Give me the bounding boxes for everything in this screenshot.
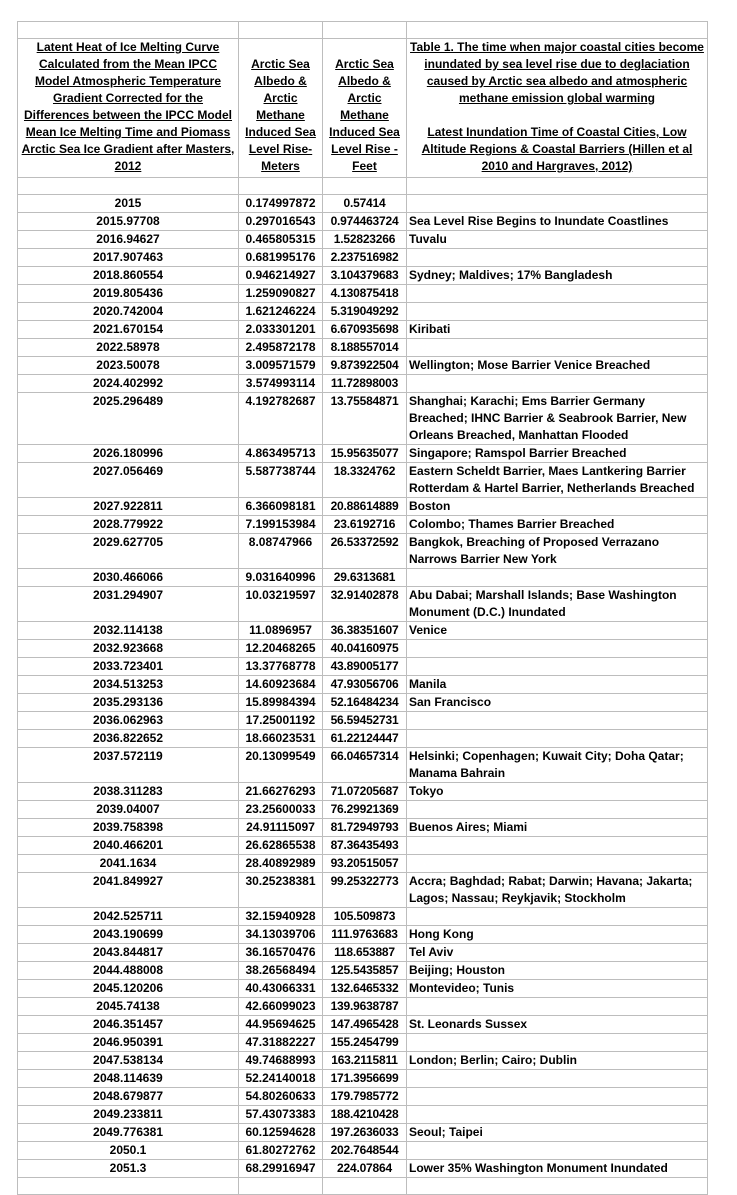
table-row <box>18 783 708 801</box>
year-cell: 2019.805436 <box>18 285 239 303</box>
table-row <box>18 622 708 640</box>
feet-cell: 40.04160975 <box>323 640 407 658</box>
table-row <box>18 375 708 393</box>
table-row <box>18 730 708 748</box>
feet-cell: 139.9638787 <box>323 998 407 1016</box>
meters-cell: 57.43073383 <box>239 1106 323 1124</box>
meters-cell: 47.31882227 <box>239 1034 323 1052</box>
spacer-row <box>18 178 708 195</box>
feet-cell: 93.20515057 <box>323 855 407 873</box>
header-inundation <box>407 39 708 178</box>
meters-cell: 12.20468265 <box>239 640 323 658</box>
meters-cell: 23.25600033 <box>239 801 323 819</box>
feet-cell: 61.22124447 <box>323 730 407 748</box>
feet-cell: 18.3324762 <box>323 463 407 498</box>
meters-cell: 40.43066331 <box>239 980 323 998</box>
table-row <box>18 837 708 855</box>
places-cell <box>407 730 708 748</box>
feet-cell: 155.2454799 <box>323 1034 407 1052</box>
table-row <box>18 339 708 357</box>
places-cell <box>407 1070 708 1088</box>
table-row <box>18 195 708 213</box>
table-row <box>18 998 708 1016</box>
places-cell: Sydney; Maldives; 17% Bangladesh <box>407 267 708 285</box>
inundation-subtitle: Latest Inundation Time of Coastal Cities, Low Altitude Regions & Coastal Barriers (Hillen et al 2010 and Hargraves, 2012) <box>421 125 693 173</box>
table-row <box>18 534 708 569</box>
year-cell: 2016.94627 <box>18 231 239 249</box>
places-cell <box>407 375 708 393</box>
places-cell <box>407 249 708 267</box>
year-cell: 2034.513253 <box>18 676 239 694</box>
table-row <box>18 658 708 676</box>
feet-cell: 47.93056706 <box>323 676 407 694</box>
feet-cell: 4.130875418 <box>323 285 407 303</box>
year-cell: 2038.311283 <box>18 783 239 801</box>
places-cell: Tuvalu <box>407 231 708 249</box>
table-row <box>18 516 708 534</box>
meters-cell: 2.495872178 <box>239 339 323 357</box>
header-sea-level-feet: Arctic Sea Albedo & Arctic Methane Induced Sea Level Rise -Feet <box>323 39 407 178</box>
table-row <box>18 213 708 231</box>
places-cell: Kiribati <box>407 321 708 339</box>
empty-cell <box>239 178 323 195</box>
table-row <box>18 962 708 980</box>
feet-cell: 105.509873 <box>323 908 407 926</box>
empty-cell <box>18 178 239 195</box>
places-cell: Seoul; Taipei <box>407 1124 708 1142</box>
feet-cell: 15.95635077 <box>323 445 407 463</box>
meters-cell: 28.40892989 <box>239 855 323 873</box>
meters-cell: 0.681995176 <box>239 249 323 267</box>
table-row <box>18 249 708 267</box>
empty-cell <box>239 1178 323 1195</box>
header-row <box>18 39 708 178</box>
year-cell: 2025.296489 <box>18 393 239 445</box>
feet-cell: 81.72949793 <box>323 819 407 837</box>
places-cell: St. Leonards Sussex <box>407 1016 708 1034</box>
meters-cell: 21.66276293 <box>239 783 323 801</box>
year-cell: 2050.1 <box>18 1142 239 1160</box>
feet-cell: 2.237516982 <box>323 249 407 267</box>
places-cell: Shanghai; Karachi; Ems Barrier Germany Breached; IHNC Barrier & Seabrook Barrier, New Orleans Breached, Manhattan Flooded <box>407 393 708 445</box>
places-cell <box>407 837 708 855</box>
year-cell: 2041.1634 <box>18 855 239 873</box>
year-cell: 2039.04007 <box>18 801 239 819</box>
feet-cell: 99.25322773 <box>323 873 407 908</box>
empty-cell <box>239 22 323 39</box>
places-cell: Hong Kong <box>407 926 708 944</box>
year-cell: 2044.488008 <box>18 962 239 980</box>
places-cell: Montevideo; Tunis <box>407 980 708 998</box>
meters-cell: 7.199153984 <box>239 516 323 534</box>
places-cell <box>407 303 708 321</box>
table-row <box>18 321 708 339</box>
feet-cell: 111.9763683 <box>323 926 407 944</box>
meters-cell: 2.033301201 <box>239 321 323 339</box>
meters-cell: 11.0896957 <box>239 622 323 640</box>
table-row <box>18 855 708 873</box>
places-cell <box>407 640 708 658</box>
table-row <box>18 1052 708 1070</box>
places-cell <box>407 569 708 587</box>
feet-cell: 171.3956699 <box>323 1070 407 1088</box>
table-row <box>18 980 708 998</box>
year-cell: 2049.233811 <box>18 1106 239 1124</box>
meters-cell: 61.80272762 <box>239 1142 323 1160</box>
meters-cell: 36.16570476 <box>239 944 323 962</box>
year-cell: 2015 <box>18 195 239 213</box>
places-cell <box>407 998 708 1016</box>
table-row <box>18 1016 708 1034</box>
feet-cell: 6.670935698 <box>323 321 407 339</box>
places-cell: Wellington; Mose Barrier Venice Breached <box>407 357 708 375</box>
meters-cell: 1.621246224 <box>239 303 323 321</box>
meters-cell: 13.37768778 <box>239 658 323 676</box>
table-row <box>18 926 708 944</box>
feet-cell: 179.7985772 <box>323 1088 407 1106</box>
meters-cell: 20.13099549 <box>239 748 323 783</box>
table-row <box>18 1160 708 1178</box>
empty-cell <box>407 178 708 195</box>
table-row <box>18 944 708 962</box>
feet-cell: 29.6313681 <box>323 569 407 587</box>
header-sea-level-meters: Arctic Sea Albedo & Arctic Methane Induced Sea Level Rise-Meters <box>239 39 323 178</box>
year-cell: 2039.758398 <box>18 819 239 837</box>
year-cell: 2027.056469 <box>18 463 239 498</box>
year-cell: 2036.822652 <box>18 730 239 748</box>
places-cell: Manila <box>407 676 708 694</box>
places-cell: Lower 35% Washington Monument Inundated <box>407 1160 708 1178</box>
empty-cell <box>18 22 239 39</box>
table-row <box>18 694 708 712</box>
empty-cell <box>18 1178 239 1195</box>
table-row <box>18 267 708 285</box>
table-row <box>18 1124 708 1142</box>
table-row <box>18 748 708 783</box>
places-cell <box>407 855 708 873</box>
year-cell: 2049.776381 <box>18 1124 239 1142</box>
places-cell <box>407 712 708 730</box>
year-cell: 2017.907463 <box>18 249 239 267</box>
feet-cell: 118.653887 <box>323 944 407 962</box>
table-row <box>18 1088 708 1106</box>
meters-cell: 3.574993114 <box>239 375 323 393</box>
table-row <box>18 801 708 819</box>
meters-cell: 0.297016543 <box>239 213 323 231</box>
year-cell: 2043.844817 <box>18 944 239 962</box>
table-row <box>18 285 708 303</box>
places-cell: Beijing; Houston <box>407 962 708 980</box>
places-cell: London; Berlin; Cairo; Dublin <box>407 1052 708 1070</box>
places-cell <box>407 1106 708 1124</box>
feet-cell: 3.104379683 <box>323 267 407 285</box>
year-cell: 2037.572119 <box>18 748 239 783</box>
year-cell: 2022.58978 <box>18 339 239 357</box>
places-cell: Tokyo <box>407 783 708 801</box>
empty-cell <box>323 178 407 195</box>
empty-cell <box>323 1178 407 1195</box>
places-cell <box>407 1142 708 1160</box>
year-cell: 2030.466066 <box>18 569 239 587</box>
table-row <box>18 357 708 375</box>
meters-cell: 5.587738744 <box>239 463 323 498</box>
meters-cell: 30.25238381 <box>239 873 323 908</box>
feet-cell: 125.5435857 <box>323 962 407 980</box>
table-row <box>18 463 708 498</box>
meters-cell: 9.031640996 <box>239 569 323 587</box>
meters-cell: 0.465805315 <box>239 231 323 249</box>
feet-cell: 8.188557014 <box>323 339 407 357</box>
table-row <box>18 873 708 908</box>
feet-cell: 56.59452731 <box>323 712 407 730</box>
feet-cell: 224.07864 <box>323 1160 407 1178</box>
meters-cell: 0.946214927 <box>239 267 323 285</box>
places-cell: Sea Level Rise Begins to Inundate Coastlines <box>407 213 708 231</box>
meters-cell: 38.26568494 <box>239 962 323 980</box>
year-cell: 2026.180996 <box>18 445 239 463</box>
feet-cell: 197.2636033 <box>323 1124 407 1142</box>
feet-cell: 36.38351607 <box>323 622 407 640</box>
feet-cell: 76.29921369 <box>323 801 407 819</box>
year-cell: 2043.190699 <box>18 926 239 944</box>
feet-cell: 71.07205687 <box>323 783 407 801</box>
places-cell: Tel Aviv <box>407 944 708 962</box>
meters-cell: 54.80260633 <box>239 1088 323 1106</box>
table-row <box>18 908 708 926</box>
feet-cell: 32.91402878 <box>323 587 407 622</box>
year-cell: 2046.351457 <box>18 1016 239 1034</box>
places-cell: Eastern Scheldt Barrier, Maes Lantkering Barrier Rotterdam & Hartel Barrier, Netherlands Breached <box>407 463 708 498</box>
places-cell <box>407 339 708 357</box>
table-row <box>18 231 708 249</box>
places-cell <box>407 908 708 926</box>
places-cell: Boston <box>407 498 708 516</box>
feet-cell: 163.2115811 <box>323 1052 407 1070</box>
meters-cell: 1.259090827 <box>239 285 323 303</box>
spacer-row <box>18 1178 708 1195</box>
year-cell: 2035.293136 <box>18 694 239 712</box>
feet-cell: 66.04657314 <box>323 748 407 783</box>
meters-cell: 42.66099023 <box>239 998 323 1016</box>
year-cell: 2032.114138 <box>18 622 239 640</box>
meters-cell: 17.25001192 <box>239 712 323 730</box>
feet-cell: 43.89005177 <box>323 658 407 676</box>
meters-cell: 15.89984394 <box>239 694 323 712</box>
places-cell: San Francisco <box>407 694 708 712</box>
empty-cell <box>407 22 708 39</box>
year-cell: 2041.849927 <box>18 873 239 908</box>
year-cell: 2048.679877 <box>18 1088 239 1106</box>
meters-cell: 3.009571579 <box>239 357 323 375</box>
meters-cell: 44.95694625 <box>239 1016 323 1034</box>
places-cell: Abu Dabai; Marshall Islands; Base Washington Monument (D.C.) Inundated <box>407 587 708 622</box>
places-cell: Accra; Baghdad; Rabat; Darwin; Havana; Jakarta; Lagos; Nassau; Reykjavik; Stockholm <box>407 873 708 908</box>
year-cell: 2029.627705 <box>18 534 239 569</box>
feet-cell: 1.52823266 <box>323 231 407 249</box>
year-cell: 2036.062963 <box>18 712 239 730</box>
feet-cell: 52.16484234 <box>323 694 407 712</box>
feet-cell: 132.6465332 <box>323 980 407 998</box>
places-cell <box>407 1088 708 1106</box>
places-cell: Bangkok, Breaching of Proposed Verrazano Narrows Barrier New York <box>407 534 708 569</box>
feet-cell: 11.72898003 <box>323 375 407 393</box>
places-cell <box>407 285 708 303</box>
places-cell: Buenos Aires; Miami <box>407 819 708 837</box>
year-cell: 2033.723401 <box>18 658 239 676</box>
table-row <box>18 445 708 463</box>
year-cell: 2021.670154 <box>18 321 239 339</box>
places-cell <box>407 658 708 676</box>
year-cell: 2042.525711 <box>18 908 239 926</box>
empty-cell <box>323 22 407 39</box>
table-row <box>18 587 708 622</box>
table-title: Table 1. The time when major coastal cities become inundated by sea level rise due to deglaciation caused by Arctic sea albedo and atmospheric methane emission global warming <box>410 40 704 105</box>
year-cell: 2027.922811 <box>18 498 239 516</box>
meters-cell: 14.60923684 <box>239 676 323 694</box>
year-cell: 2023.50078 <box>18 357 239 375</box>
meters-cell: 6.366098181 <box>239 498 323 516</box>
year-cell: 2040.466201 <box>18 837 239 855</box>
year-cell: 2045.120206 <box>18 980 239 998</box>
year-cell: 2032.923668 <box>18 640 239 658</box>
meters-cell: 32.15940928 <box>239 908 323 926</box>
table-row <box>18 1106 708 1124</box>
table-row <box>18 819 708 837</box>
meters-cell: 34.13039706 <box>239 926 323 944</box>
meters-cell: 10.03219597 <box>239 587 323 622</box>
feet-cell: 202.7648544 <box>323 1142 407 1160</box>
meters-cell: 49.74688993 <box>239 1052 323 1070</box>
year-cell: 2047.538134 <box>18 1052 239 1070</box>
table-row <box>18 498 708 516</box>
meters-cell: 8.08747966 <box>239 534 323 569</box>
meters-cell: 18.66023531 <box>239 730 323 748</box>
places-cell: Singapore; Ramspol Barrier Breached <box>407 445 708 463</box>
feet-cell: 9.873922504 <box>323 357 407 375</box>
meters-cell: 26.62865538 <box>239 837 323 855</box>
feet-cell: 188.4210428 <box>323 1106 407 1124</box>
year-cell: 2031.294907 <box>18 587 239 622</box>
feet-cell: 5.319049292 <box>323 303 407 321</box>
header-latent-heat: Latent Heat of Ice Melting Curve Calculated from the Mean IPCC Model Atmospheric Temperature Gradient Corrected for the Differences between the IPCC Model Mean Ice Melting Time and Piomass Arctic Sea Ice Gradient after Masters, 2012 <box>18 39 239 178</box>
meters-cell: 4.192782687 <box>239 393 323 445</box>
year-cell: 2028.779922 <box>18 516 239 534</box>
table-row <box>18 1142 708 1160</box>
table-row <box>18 569 708 587</box>
year-cell: 2045.74138 <box>18 998 239 1016</box>
meters-cell: 52.24140018 <box>239 1070 323 1088</box>
feet-cell: 147.4965428 <box>323 1016 407 1034</box>
table-row <box>18 676 708 694</box>
year-cell: 2046.950391 <box>18 1034 239 1052</box>
meters-cell: 68.29916947 <box>239 1160 323 1178</box>
table-row <box>18 1034 708 1052</box>
places-cell: Colombo; Thames Barrier Breached <box>407 516 708 534</box>
feet-cell: 13.75584871 <box>323 393 407 445</box>
places-cell <box>407 1034 708 1052</box>
meters-cell: 60.12594628 <box>239 1124 323 1142</box>
table-row <box>18 640 708 658</box>
year-cell: 2024.402992 <box>18 375 239 393</box>
feet-cell: 87.36435493 <box>323 837 407 855</box>
spacer-row <box>18 22 708 39</box>
year-cell: 2015.97708 <box>18 213 239 231</box>
table-row <box>18 393 708 445</box>
empty-cell <box>407 1178 708 1195</box>
year-cell: 2051.3 <box>18 1160 239 1178</box>
meters-cell: 0.174997872 <box>239 195 323 213</box>
feet-cell: 0.57414 <box>323 195 407 213</box>
table-row <box>18 1070 708 1088</box>
feet-cell: 26.53372592 <box>323 534 407 569</box>
meters-cell: 24.91115097 <box>239 819 323 837</box>
year-cell: 2018.860554 <box>18 267 239 285</box>
places-cell: Venice <box>407 622 708 640</box>
year-cell: 2020.742004 <box>18 303 239 321</box>
feet-cell: 0.974463724 <box>323 213 407 231</box>
data-table <box>17 21 708 1195</box>
places-cell <box>407 195 708 213</box>
places-cell: Helsinki; Copenhagen; Kuwait City; Doha Qatar; Manama Bahrain <box>407 748 708 783</box>
meters-cell: 4.863495713 <box>239 445 323 463</box>
table-row <box>18 303 708 321</box>
feet-cell: 20.88614889 <box>323 498 407 516</box>
table-row <box>18 712 708 730</box>
year-cell: 2048.114639 <box>18 1070 239 1088</box>
places-cell <box>407 801 708 819</box>
feet-cell: 23.6192716 <box>323 516 407 534</box>
